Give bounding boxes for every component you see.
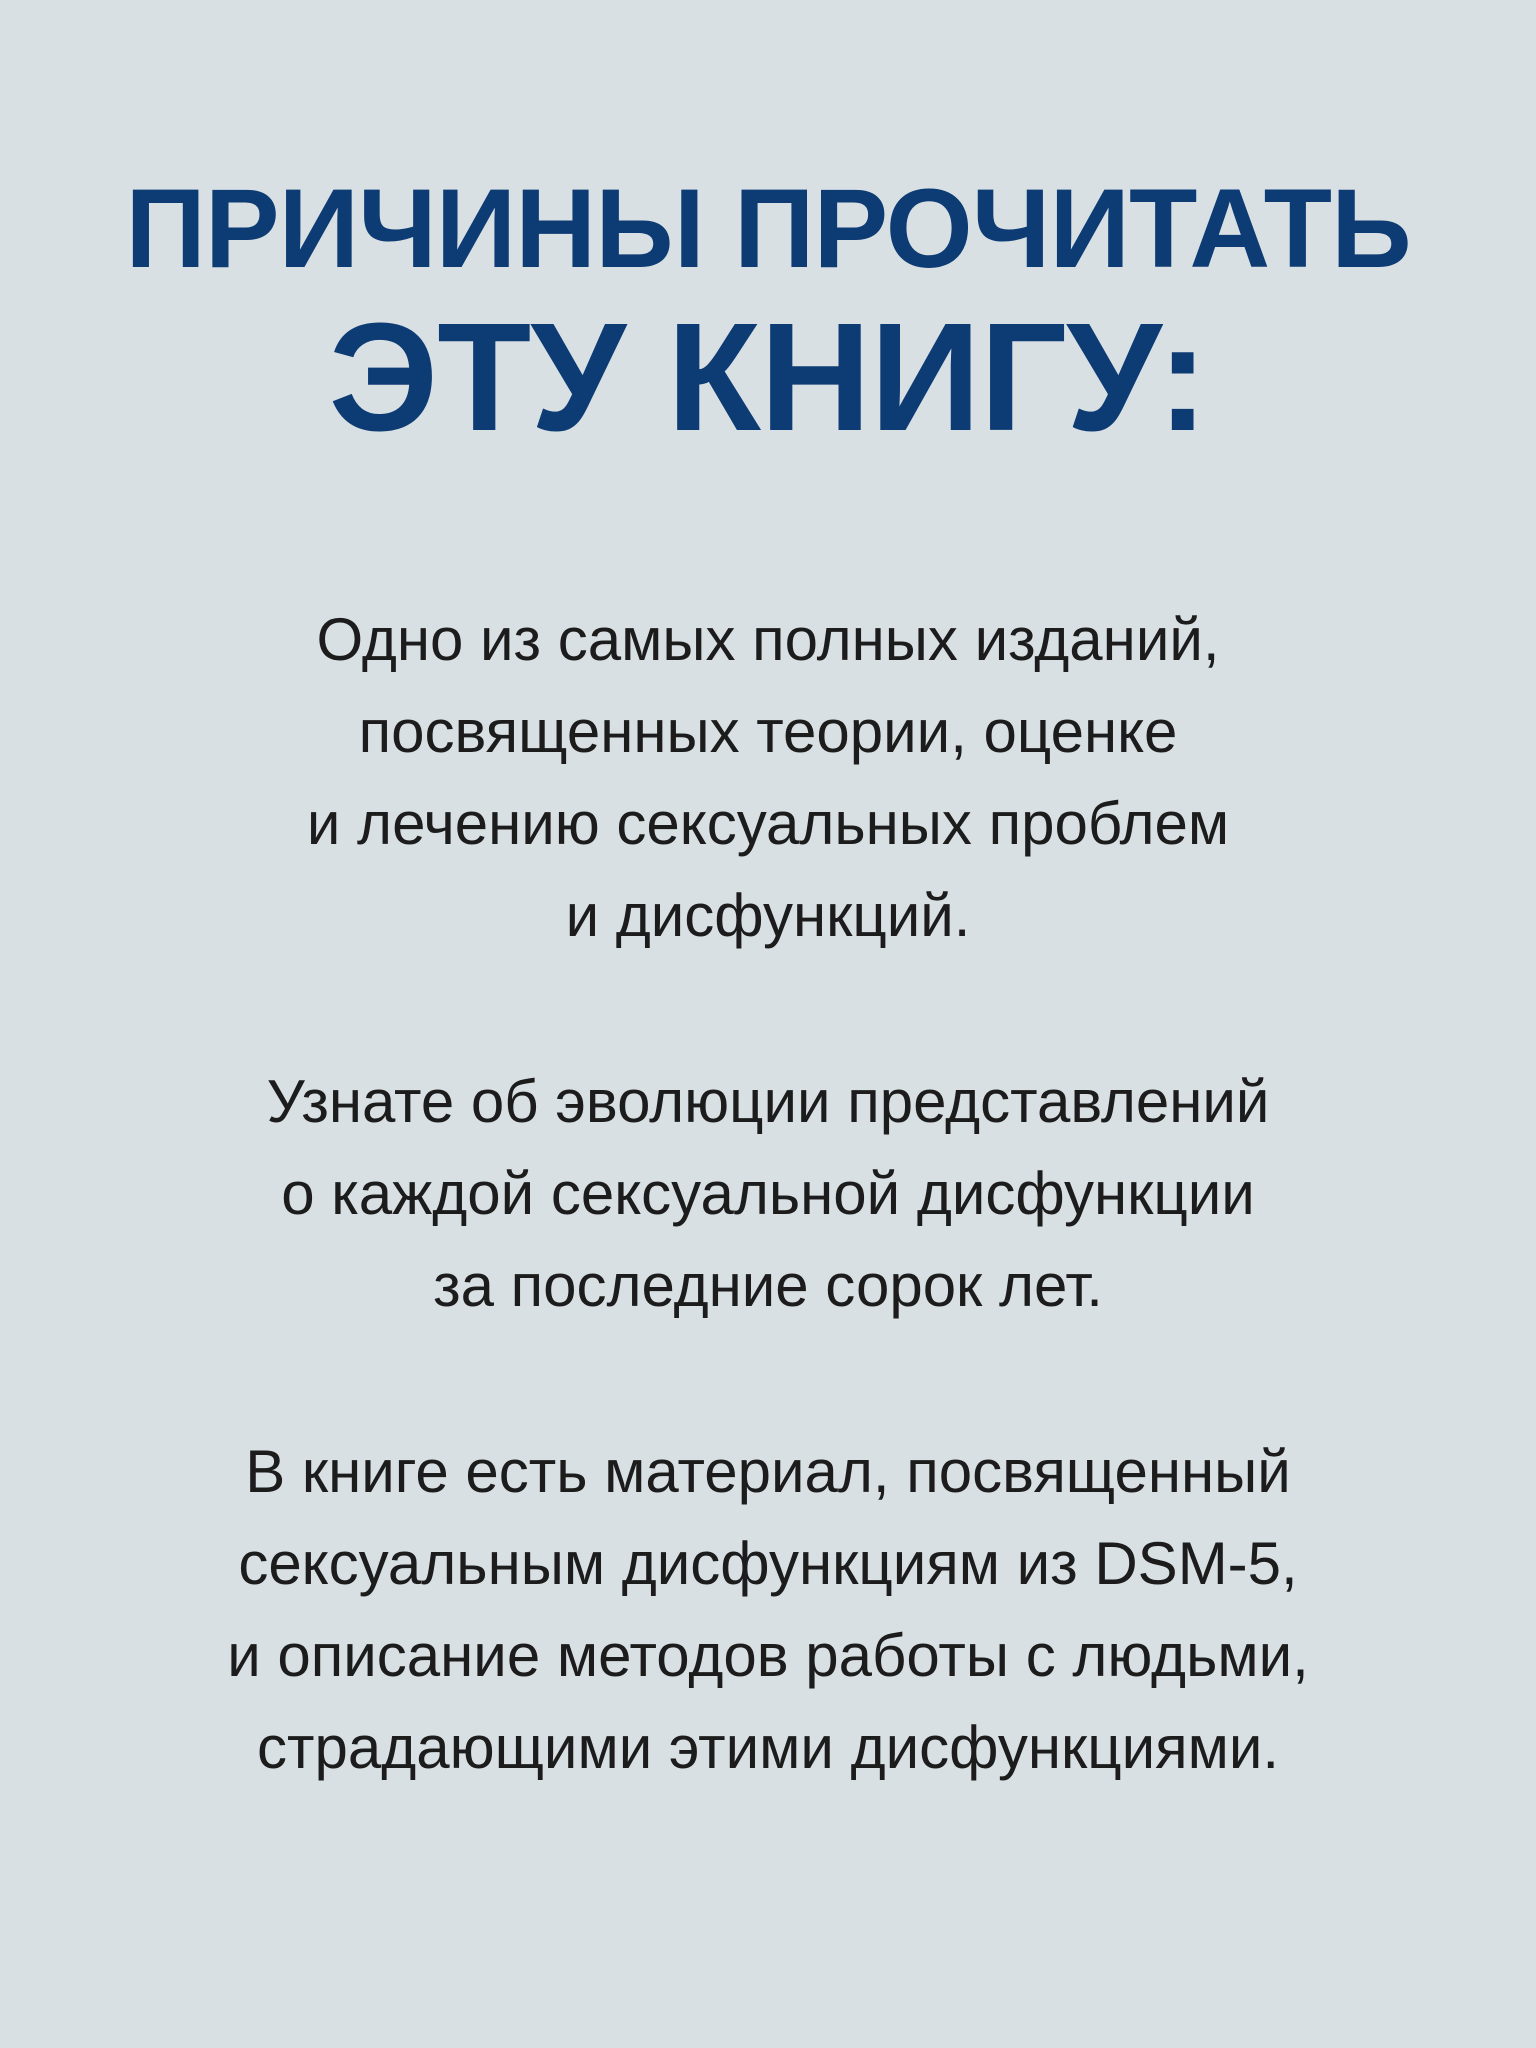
reason-3-line-4: страдающими этими дисфункциями.	[256, 1714, 1280, 1781]
reason-2-line-3: за последние сорок лет.	[433, 1252, 1103, 1319]
reason-1-line-1: Одно из самых полных изданий,	[316, 606, 1220, 673]
reason-3-line-3: и описание методов работы с людьми,	[227, 1622, 1309, 1689]
reason-paragraph-1	[0, 594, 1536, 962]
reason-paragraph-3	[0, 1426, 1536, 1794]
reason-1-line-3: и лечению сексуальных проблем	[306, 790, 1230, 857]
reason-paragraph-2	[0, 1056, 1536, 1332]
reason-2-line-2: о каждой сексуальной дисфункции	[281, 1160, 1255, 1227]
reason-3-line-1: В книге есть материал, посвященный	[245, 1438, 1291, 1505]
page-title	[0, 166, 1536, 463]
title-line-2: ЭТУ КНИГУ:	[328, 291, 1208, 463]
reason-3-line-2: сексуальным дисфункциям из DSM-5,	[238, 1530, 1298, 1597]
reasons-list	[0, 594, 1536, 1888]
title-line-1: ПРИЧИНЫ ПРОЧИТАТЬ	[125, 166, 1411, 291]
reason-1-line-2: посвященных теории, оценке	[358, 698, 1178, 765]
reason-2-line-1: Узнате об эволюции представлений	[266, 1068, 1270, 1135]
reason-1-line-4: и дисфункций.	[565, 882, 971, 949]
